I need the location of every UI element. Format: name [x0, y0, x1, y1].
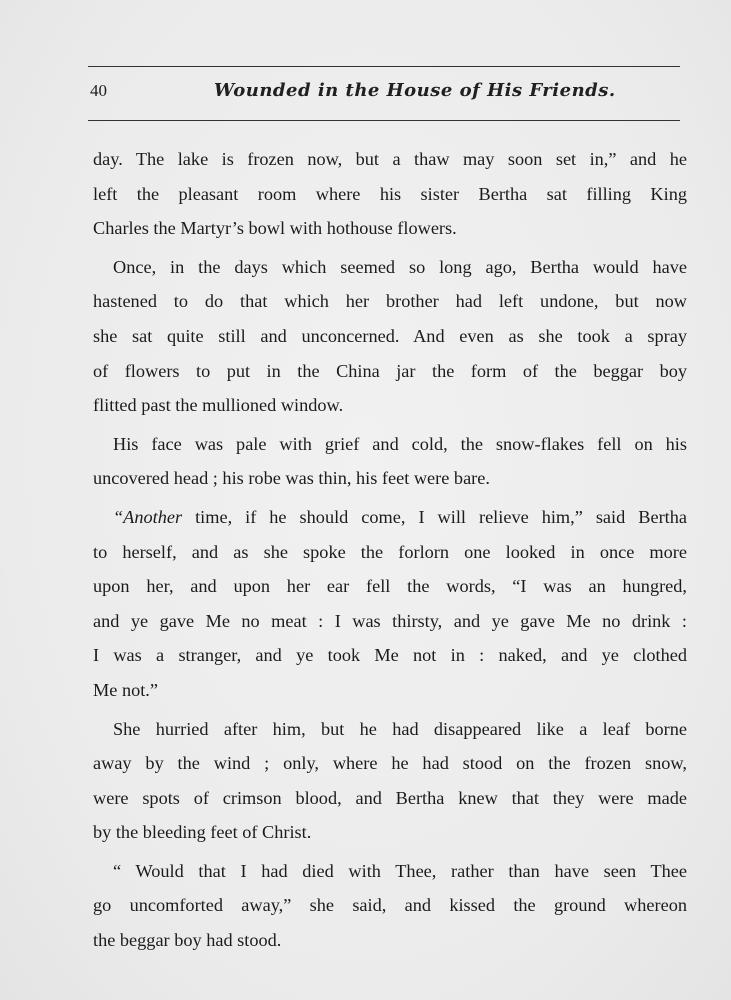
text-line: His face was pale with grief and cold, the snow-flakes fell on his [113, 433, 687, 454]
text-line: I was a stranger, and ye took Me not in : naked, and ye clothed [93, 645, 687, 666]
text-line: She hurried after him, but he had disappeared like a leaf borne [113, 718, 687, 739]
text-line: by the bleeding feet of Christ. [93, 822, 312, 843]
page-number: 40 [90, 81, 107, 100]
text-line [93, 500, 687, 535]
text-line: day. The lake is frozen now, but a thaw may soon set in,” and he [93, 149, 687, 169]
text-line: the beggar boy had stood. [93, 930, 282, 951]
italic-word: “Another [113, 506, 183, 527]
text-line: to herself, and as she spoke the forlorn one looked in once more [93, 541, 687, 562]
line-rest: time, if he should come, I will relieve him,” said Bertha [182, 506, 687, 527]
text-line: she sat quite still and unconcerned. And even as she took a spray [93, 325, 687, 346]
header-rule-bottom [88, 120, 680, 121]
text-line: away by the wind ; only, where he had stood on the frozen snow, [93, 753, 687, 774]
text-line: flitted past the mullioned window. [93, 395, 344, 416]
text-line: were spots of crimson blood, and Bertha knew that they were made [93, 787, 687, 808]
text-line: go uncomforted away,” she said, and kissed the ground whereon [93, 895, 687, 916]
body-text [93, 142, 687, 958]
text-line: “ Would that I had died with Thee, rather than have seen Thee [113, 860, 687, 881]
text-line: Once, in the days which seemed so long ago, Bertha would have [113, 256, 687, 277]
text-line: and ye gave Me no meat : I was thirsty, and ye gave Me no drink : [93, 610, 687, 631]
text-line: of flowers to put in the China jar the form of the beggar boy [93, 360, 687, 381]
header-rule-top [88, 66, 680, 67]
text-line: uncovered head ; his robe was thin, his feet were bare. [93, 468, 490, 489]
text-line: upon her, and upon her ear fell the words, “I was an hungred, [93, 576, 687, 597]
text-line: hastened to do that which her brother had left undone, but now [93, 291, 687, 312]
running-title: Wounded in the House of His Friends. [214, 80, 616, 101]
text-line: Charles the Martyr’s bowl with hothouse flowers. [93, 218, 457, 239]
text-line: Me not.” [93, 679, 158, 700]
text-line: left the pleasant room where his sister Bertha sat filling King [93, 183, 687, 204]
running-head [88, 79, 680, 103]
